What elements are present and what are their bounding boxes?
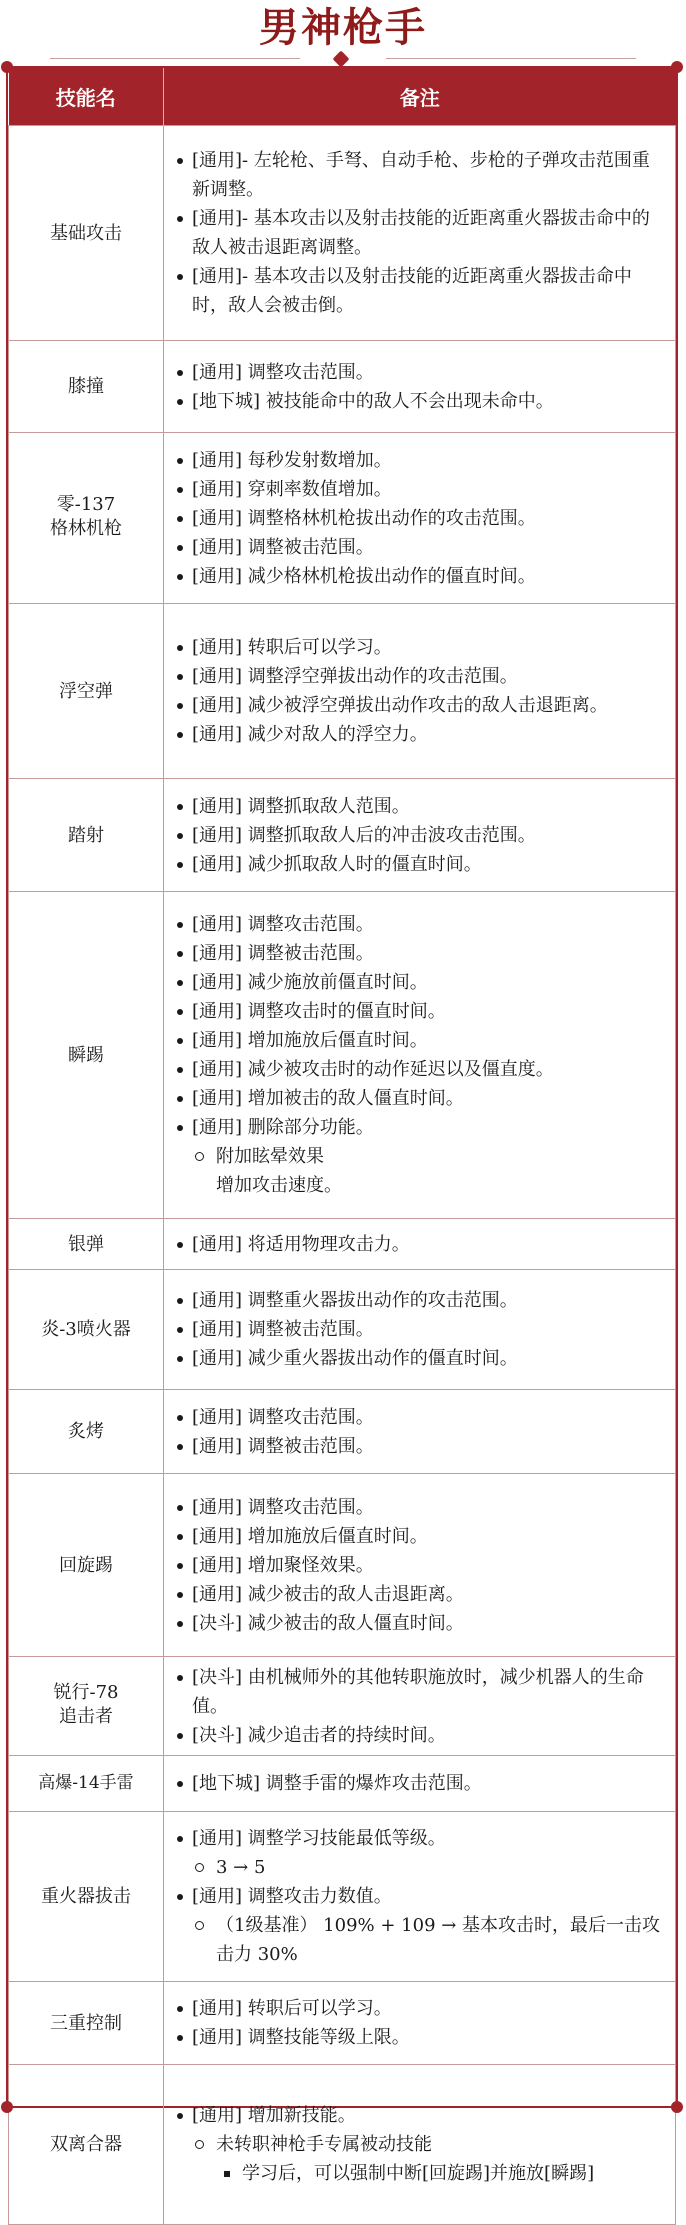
- note-item: [通用] 增加新技能。: [174, 2101, 667, 2130]
- skill-notes: [164, 604, 676, 779]
- skill-notes: [164, 1756, 676, 1812]
- skill-name: 高爆-14手雷: [9, 1756, 164, 1812]
- skill-name: [9, 433, 164, 604]
- skill-notes: [164, 1219, 676, 1270]
- table-row: [9, 892, 676, 1219]
- note-item: [通用] 将适用物理攻击力。: [174, 1230, 667, 1259]
- corner-ornament: [671, 61, 683, 73]
- note-item: [地下城] 被技能命中的敌人不会出现未命中。: [174, 387, 667, 416]
- sub-note-continuation: 增加攻击速度。: [216, 1175, 342, 1196]
- note-item: [通用] 转职后可以学习。: [174, 633, 667, 662]
- table-row: [9, 1390, 676, 1474]
- note-item: [通用] 调整攻击范围。: [174, 358, 667, 387]
- skill-name: 瞬踢: [9, 892, 164, 1219]
- corner-ornament: [1, 61, 13, 73]
- note-item: [通用]- 基本攻击以及射击技能的近距离重火器拔击命中时，敌人会被击倒。: [174, 262, 667, 320]
- skill-name: 炙烤: [9, 1390, 164, 1474]
- title-banner: [0, 0, 686, 62]
- skill-name-multiline: 锐行-78 追击者: [53, 1682, 119, 1727]
- table-row: [9, 1657, 676, 1756]
- note-item: [通用] 调整被击范围。: [174, 939, 667, 968]
- corner-ornament: [671, 2101, 683, 2113]
- note-item: [通用] 调整格林机枪拔出动作的攻击范围。: [174, 504, 667, 533]
- note-item: [通用] 调整重火器拔出动作的攻击范围。: [174, 1286, 667, 1315]
- note-item: [通用] 调整抓取敌人后的冲击波攻击范围。: [174, 821, 667, 850]
- skill-name: 重火器拔击: [9, 1812, 164, 1982]
- skill-notes: [164, 341, 676, 433]
- table-row: [9, 126, 676, 341]
- skill-name: 浮空弹: [9, 604, 164, 779]
- note-item: [通用] 调整抓取敌人范围。: [174, 792, 667, 821]
- note-item: [通用] 减少被击的敌人击退距离。: [174, 1580, 667, 1609]
- column-header-notes: 备注: [164, 68, 676, 126]
- note-item: [通用] 调整攻击范围。: [174, 1493, 667, 1522]
- skill-name-multiline: 零-137 格林机枪: [50, 494, 122, 539]
- table-row: [9, 341, 676, 433]
- note-item: [通用] 每秒发射数增加。: [174, 446, 667, 475]
- note-item: [通用] 调整被击范围。: [174, 533, 667, 562]
- title-divider-right: [386, 58, 636, 59]
- table-row: [9, 1812, 676, 1982]
- note-item: [通用] 增加施放后僵直时间。: [174, 1026, 667, 1055]
- title-divider-left: [50, 58, 300, 59]
- note-item: [通用] 调整学习技能最低等级。: [174, 1824, 667, 1853]
- sub-note-item: 未转职神枪手专属被动技能: [174, 2130, 667, 2159]
- skill-notes: [164, 1982, 676, 2065]
- note-item: [通用] 删除部分功能。: [174, 1113, 667, 1142]
- table-row: [9, 433, 676, 604]
- note-item: [通用] 调整被击范围。: [174, 1315, 667, 1344]
- table-row: [9, 604, 676, 779]
- table-header-row: [9, 68, 676, 126]
- skill-notes: [164, 126, 676, 341]
- note-item: [通用] 减少对敌人的浮空力。: [174, 720, 667, 749]
- skill-notes: [164, 779, 676, 892]
- skill-notes: [164, 1474, 676, 1657]
- skill-notes: [164, 1812, 676, 1982]
- skill-notes: [164, 1390, 676, 1474]
- note-item: [通用] 减少被浮空弹拔出动作攻击的敌人击退距离。: [174, 691, 667, 720]
- skill-name: 三重控制: [9, 1982, 164, 2065]
- note-item: [决斗] 减少追击者的持续时间。: [174, 1721, 667, 1750]
- note-item: [通用] 减少格林机枪拔出动作的僵直时间。: [174, 562, 667, 591]
- note-item: [决斗] 由机械师外的其他转职施放时，减少机器人的生命值。: [174, 1663, 667, 1721]
- sub-note-item: 附加眩晕效果: [174, 1142, 667, 1171]
- skill-name: [9, 1657, 164, 1756]
- table-row: [9, 1219, 676, 1270]
- note-item: [通用] 调整浮空弹拔出动作的攻击范围。: [174, 662, 667, 691]
- note-item: [通用] 减少被攻击时的动作延迟以及僵直度。: [174, 1055, 667, 1084]
- skill-name: 膝撞: [9, 341, 164, 433]
- skill-notes: [164, 1657, 676, 1756]
- note-item: [通用] 增加聚怪效果。: [174, 1551, 667, 1580]
- sub-sub-note-item: 学习后，可以强制中断[回旋踢]并施放[瞬踢]: [174, 2159, 667, 2188]
- table-row: [9, 1474, 676, 1657]
- note-item: [通用] 调整攻击时的僵直时间。: [174, 997, 667, 1026]
- table-row: [9, 1756, 676, 1812]
- table-row: [9, 1982, 676, 2065]
- skill-changes-table: [8, 68, 676, 2225]
- skill-name: 炎-3喷火器: [9, 1270, 164, 1390]
- skill-name: 踏射: [9, 779, 164, 892]
- note-item: [通用] 增加被击的敌人僵直时间。: [174, 1084, 667, 1113]
- note-item: [地下城] 调整手雷的爆炸攻击范围。: [174, 1769, 667, 1798]
- note-item: [通用]- 左轮枪、手弩、自动手枪、步枪的子弹攻击范围重新调整。: [174, 146, 667, 204]
- note-item: [通用] 转职后可以学习。: [174, 1994, 667, 2023]
- skill-name: 双离合器: [9, 2065, 164, 2225]
- note-item: [通用] 调整攻击力数值。: [174, 1882, 667, 1911]
- note-item: [通用] 调整技能等级上限。: [174, 2023, 667, 2052]
- page-title: 男神枪手: [259, 4, 427, 51]
- table-row: [9, 779, 676, 892]
- table-row: [9, 2065, 676, 2225]
- note-item: [通用]- 基本攻击以及射击技能的近距离重火器拔击命中的敌人被击退距离调整。: [174, 204, 667, 262]
- sub-note-item: 3 → 5: [174, 1853, 667, 1882]
- note-item: [通用] 减少施放前僵直时间。: [174, 968, 667, 997]
- skill-name: 银弹: [9, 1219, 164, 1270]
- skill-name: 回旋踢: [9, 1474, 164, 1657]
- table-row: [9, 1270, 676, 1390]
- note-item: [决斗] 减少被击的敌人僵直时间。: [174, 1609, 667, 1638]
- corner-ornament: [1, 2101, 13, 2113]
- note-item: [通用] 穿刺率数值增加。: [174, 475, 667, 504]
- skill-notes: [164, 892, 676, 1219]
- note-item: [通用] 调整被击范围。: [174, 1432, 667, 1461]
- note-item: [通用] 减少抓取敌人时的僵直时间。: [174, 850, 667, 879]
- skill-notes: [164, 2065, 676, 2225]
- note-item: [通用] 增加施放后僵直时间。: [174, 1522, 667, 1551]
- note-item: [通用] 减少重火器拔出动作的僵直时间。: [174, 1344, 667, 1373]
- column-header-skill: 技能名: [9, 68, 164, 126]
- note-item: [通用] 调整攻击范围。: [174, 1403, 667, 1432]
- skill-table-frame: [6, 66, 678, 2184]
- sub-note-item: （1级基准） 109% + 109 → 基本攻击时，最后一击攻击力 30%: [174, 1911, 667, 1969]
- skill-notes: [164, 433, 676, 604]
- skill-name: 基础攻击: [9, 126, 164, 341]
- note-item: [通用] 调整攻击范围。: [174, 910, 667, 939]
- skill-notes: [164, 1270, 676, 1390]
